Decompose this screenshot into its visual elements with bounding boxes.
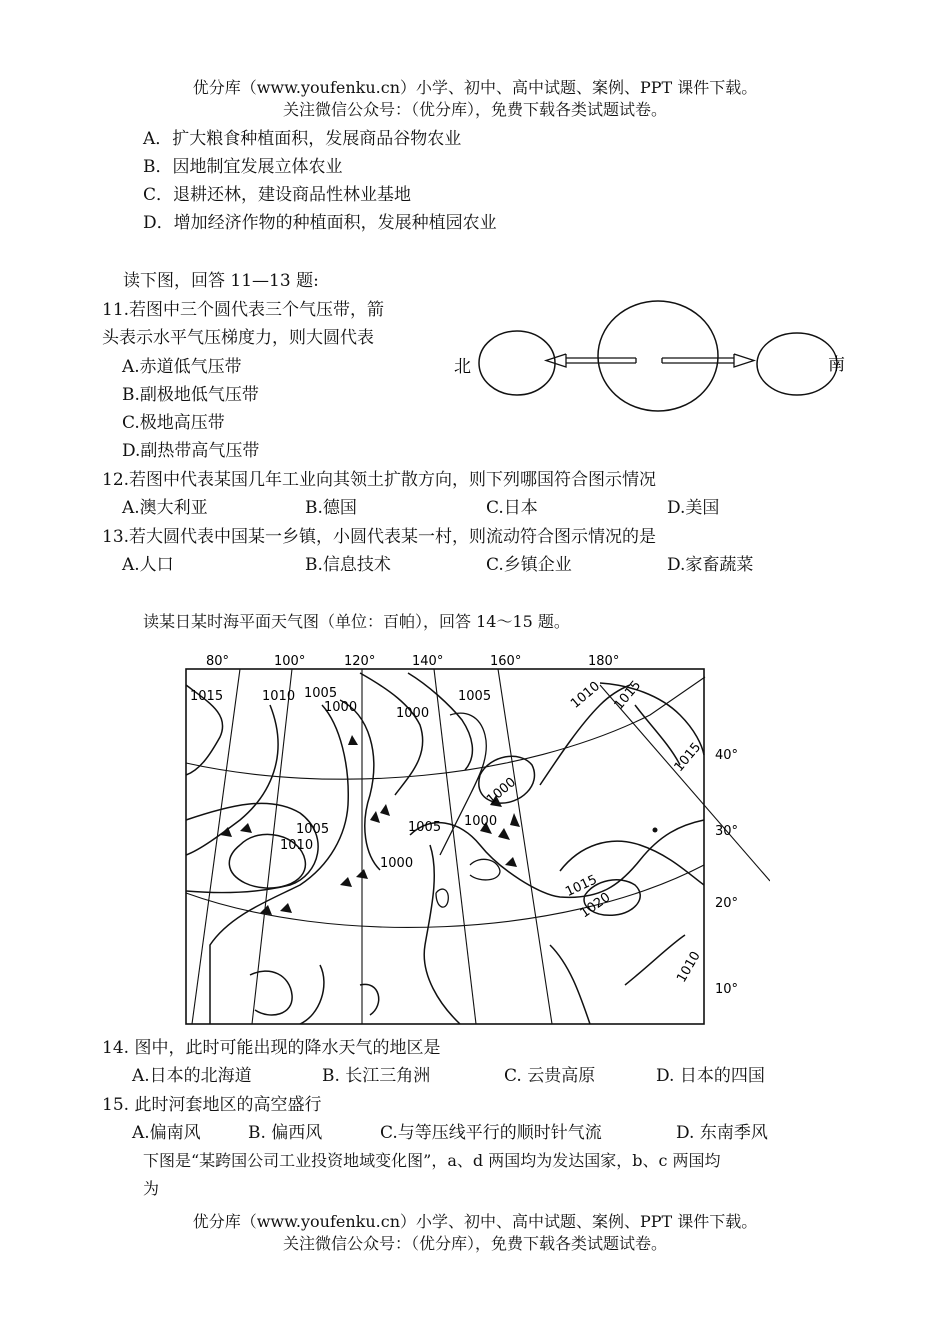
q12-option-a: A.澳大利亚	[122, 498, 208, 518]
header-line-1: 优分库（www.youfenku.cn）小学、初中、高中试题、案例、PPT 课件下载。	[192, 78, 758, 97]
isobar-label: 1015	[671, 739, 705, 775]
q14-option-d: D. 日本的四国	[656, 1066, 765, 1086]
isobar-label: 1005	[458, 689, 492, 704]
isobar-label: 1005	[304, 686, 338, 701]
lat-label-10: 10°	[715, 982, 739, 997]
footer-line-2: 关注微信公众号：（优分库），免费下载各类试题试卷。	[282, 1234, 667, 1253]
isobar-label: 1000	[396, 706, 430, 721]
pressure-belt-diagram	[440, 296, 860, 416]
q14-option-b: B. 长江三角洲	[322, 1066, 431, 1086]
isobar-label: 1005	[296, 822, 330, 837]
isobar-label: 1015	[190, 689, 224, 704]
isobar-label: 1020	[577, 889, 614, 922]
isobar-label: 1010	[280, 838, 314, 853]
section1-intro: 读下图，回答 11—13 题:	[123, 271, 319, 291]
q10-option-a: A．扩大粮食种植面积，发展商品谷物农业	[143, 129, 462, 149]
q10-option-d: D．增加经济作物的种植面积，发展种植园农业	[143, 213, 497, 233]
south-label: 南	[828, 355, 845, 375]
q12-option-b: B.德国	[305, 498, 357, 518]
q12-option-d: D.美国	[667, 498, 720, 518]
q13-question: 13.若大圆代表中国某一乡镇，小圆代表某一村，则流动符合图示情况的是	[102, 527, 657, 547]
small-circle-south	[757, 333, 837, 395]
q15-option-b: B. 偏西风	[248, 1123, 323, 1143]
q10-option-c: C．退耕还林，建设商品性林业基地	[143, 185, 412, 205]
q12-option-c: C.日本	[486, 498, 538, 518]
header-line-2: 关注微信公众号：（优分库），免费下载各类试题试卷。	[282, 100, 667, 119]
q10-option-b: B．因地制宜发展立体农业	[143, 157, 343, 177]
isobar-label: 1005	[408, 820, 442, 835]
isobar-label: 1000	[484, 774, 520, 808]
isobar-label: 1000	[324, 700, 358, 715]
q15-option-c: C.与等压线平行的顺时针气流	[380, 1123, 602, 1143]
map-dot-icon	[653, 828, 658, 833]
lon-label-180: 180°	[588, 654, 620, 669]
q11-option-d: D.副热带高气压带	[122, 441, 260, 461]
q13-option-d: D.家畜蔬菜	[667, 555, 754, 575]
isobar-label: 1010	[262, 689, 296, 704]
q11-option-a: A.赤道低气压带	[122, 357, 242, 377]
isobar-label: 1010	[674, 949, 704, 986]
lat-label-40: 40°	[715, 748, 739, 763]
lon-label-160: 160°	[490, 654, 522, 669]
isobar-label: 1015	[563, 872, 600, 900]
q12-question: 12.若图中代表某国几年工业向其领土扩散方向，则下列哪国符合图示情况	[102, 470, 657, 490]
q14-option-c: C. 云贵高原	[504, 1066, 596, 1086]
q14-question: 14. 图中，此时可能出现的降水天气的地区是	[102, 1038, 441, 1058]
arrow-north-icon	[546, 354, 636, 367]
q15-question: 15. 此时河套地区的高空盛行	[102, 1095, 322, 1115]
lon-label-80: 80°	[206, 654, 230, 669]
q11-option-b: B.副极地低气压带	[122, 385, 259, 405]
q11-line-2: 头表示水平气压梯度力，则大圆代表	[102, 328, 374, 348]
footer-line-1: 优分库（www.youfenku.cn）小学、初中、高中试题、案例、PPT 课件下载。	[192, 1212, 758, 1231]
q11-line-1: 11.若图中三个圆代表三个气压带，箭	[102, 300, 385, 320]
isobar-label: 1010	[568, 678, 604, 712]
weather-map	[180, 645, 770, 1030]
small-circle-north	[479, 331, 555, 395]
q13-option-a: A.人口	[122, 555, 174, 575]
lon-label-120: 120°	[344, 654, 376, 669]
q13-option-b: B.信息技术	[305, 555, 391, 575]
next-question-line-2: 为	[143, 1179, 160, 1198]
q15-option-d: D. 东南季风	[676, 1123, 768, 1143]
q14-option-a: A.日本的北海道	[132, 1066, 252, 1086]
isobar-label: 1000	[464, 814, 498, 829]
q13-option-c: C.乡镇企业	[486, 555, 572, 575]
large-circle	[598, 301, 718, 411]
isobar-label: 1000	[380, 856, 414, 871]
q11-option-c: C.极地高压带	[122, 413, 225, 433]
lon-label-140: 140°	[412, 654, 444, 669]
north-label: 北	[454, 357, 471, 377]
lon-label-100: 100°	[274, 654, 306, 669]
arrow-south-icon	[662, 354, 754, 367]
isobar-label: 1015	[611, 677, 645, 713]
section2-intro: 读某日某时海平面天气图（单位：百帕），回答 14～15 题。	[143, 612, 570, 631]
lat-label-20: 20°	[715, 896, 739, 911]
next-question-line-1: 下图是“某跨国公司工业投资地域变化图”，a、d 两国均为发达国家，b、c 两国均	[143, 1151, 721, 1170]
q15-option-a: A.偏南风	[132, 1123, 201, 1143]
lat-label-30: 30°	[715, 824, 739, 839]
